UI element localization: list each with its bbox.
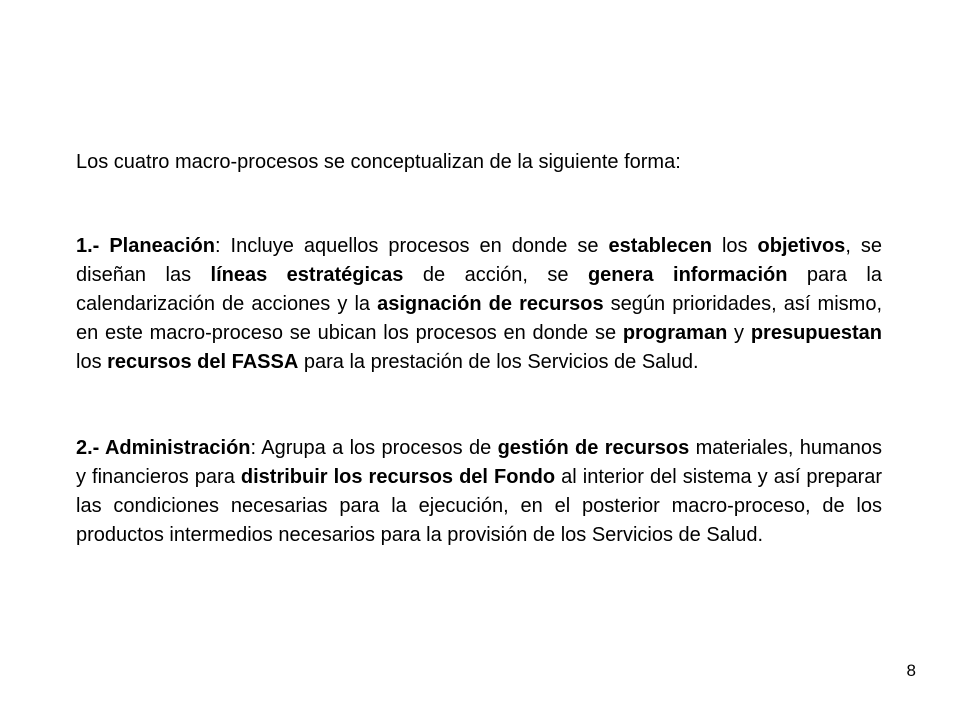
text-segment: según prioridades, así mismo, en este macro-proceso se ubican los procesos en donde se (76, 293, 883, 344)
bold-segment: programan (622, 322, 728, 344)
administracion-label: 2.- Administración (76, 437, 251, 459)
bold-segment: líneas estratégicas (210, 264, 404, 286)
bold-segment: distribuir los recursos del Fondo (240, 466, 556, 488)
text-segment: de acción, se (403, 264, 588, 286)
text-segment: : Agrupa a los procesos de (250, 437, 498, 459)
page-number: 8 (906, 661, 916, 680)
text-segment: y (727, 322, 751, 344)
bold-segment: genera información (587, 264, 788, 286)
bold-segment: establecen (608, 235, 712, 257)
text-segment: los (76, 351, 108, 373)
text-segment: , se diseñan las (76, 235, 882, 286)
text-segment: : Incluye aquellos procesos en donde se (214, 235, 609, 257)
bold-segment: asignación de recursos (377, 293, 604, 315)
planeacion-label: 1.- Planeación (76, 235, 215, 257)
text-segment: al interior del sistema y así preparar las condiciones necesarias para la ejecución, en el posterior macro-proceso, de los productos intermedios necesarios para la provisión de los Servicios de Salud. (76, 466, 883, 546)
bold-segment: objetivos (757, 235, 846, 257)
paragraph-administracion (76, 434, 882, 550)
bold-segment: recursos del FASSA (107, 351, 299, 373)
text-segment: para la calendarización de acciones y la (76, 264, 882, 315)
intro-text: Los cuatro macro-procesos se conceptualizan de la siguiente forma: (76, 151, 681, 173)
text-segment: para la prestación de los Servicios de Salud. (298, 351, 699, 373)
paragraph-planeacion (76, 232, 882, 377)
text-segment: los (711, 235, 758, 257)
bold-segment: presupuestan (750, 322, 882, 344)
bold-segment: gestión de recursos (497, 437, 690, 459)
text-segment: materiales, humanos y financieros para (76, 437, 883, 488)
